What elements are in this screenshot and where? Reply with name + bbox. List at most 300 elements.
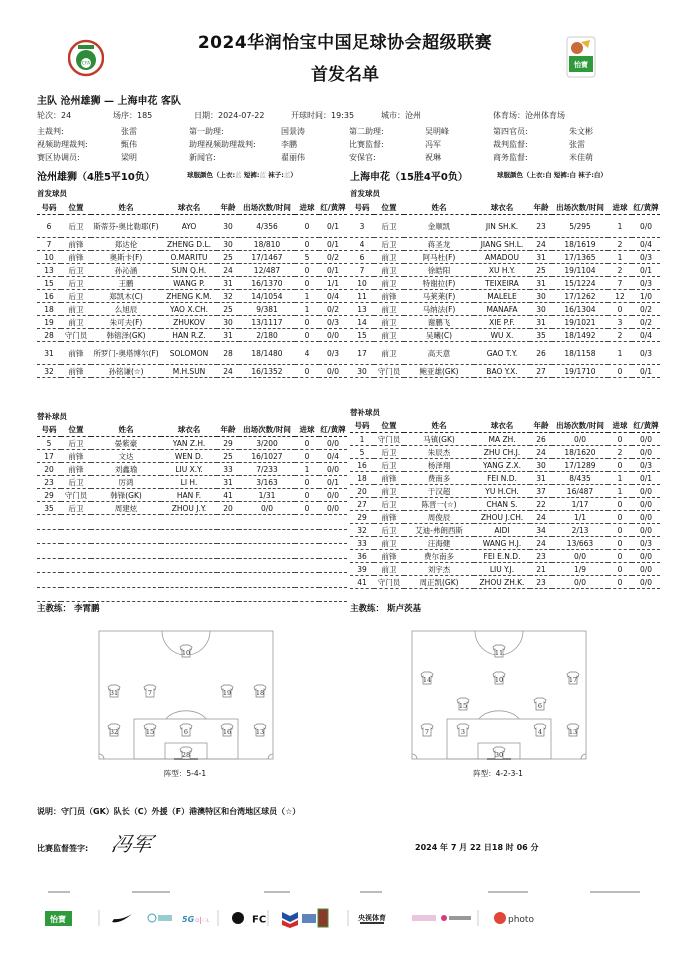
player-goals: 0 (608, 303, 632, 316)
empty-cell (37, 515, 61, 530)
player-name: 马纳法(F) (404, 303, 474, 316)
player-row (350, 472, 660, 485)
player-row (350, 251, 660, 264)
player-name: 特谢拉(F) (404, 277, 474, 290)
kit-socks-label: 袜子: (268, 171, 284, 179)
player-name: 文达 (91, 450, 161, 463)
player-goals: 0 (608, 563, 632, 576)
player-shirt-name: O.MARITU (161, 251, 217, 264)
svg-text:၀|ၬ: ၀|ၬ (195, 915, 210, 924)
player-shirt-name: YANG Z.X. (474, 459, 530, 472)
empty-cell (295, 529, 319, 544)
column-header-appearances-minutes: 出场次数/时间 (239, 422, 295, 437)
empty-cell (319, 573, 347, 588)
player-cards: 0/0 (632, 215, 660, 238)
away-subs-table-wrap (350, 418, 660, 589)
player-appearances-minutes: 7/233 (239, 463, 295, 476)
empty-cell (91, 544, 161, 559)
player-number: 4 (350, 238, 374, 251)
player-shirt-name: AMADOU (474, 251, 530, 264)
player-shirt-name: WANG P. (161, 277, 217, 290)
empty-cell (161, 529, 217, 544)
player-position: 后卫 (374, 498, 404, 511)
empty-cell (217, 558, 239, 573)
player-goals: 0 (295, 437, 319, 450)
player-goals: 1 (295, 303, 319, 316)
empty-cell (61, 529, 91, 544)
player-shirt-name: ZHOU ZH.K. (474, 576, 530, 589)
player-cards: 0/1 (632, 264, 660, 277)
player-position: 后卫 (374, 446, 404, 459)
player-age: 28 (217, 342, 239, 365)
official-name: 冯军 (425, 140, 441, 149)
player-goals: 0 (295, 316, 319, 329)
empty-cell (37, 573, 61, 588)
table-header-row (37, 200, 347, 215)
player-goals: 0 (608, 524, 632, 537)
shirt-number: 6 (537, 702, 543, 710)
player-row (37, 502, 347, 515)
column-header-goals: 进球 (608, 200, 632, 215)
player-name: 朱可夫(F) (91, 316, 161, 329)
shirt-number: 28 (181, 751, 191, 759)
home-team-record: 沧州雄狮（4胜5平10负） (37, 172, 155, 183)
player-shirt-name: ZHUKOV (161, 316, 217, 329)
player-name: 奥斯卡(F) (91, 251, 161, 264)
player-row (37, 251, 347, 264)
player-row (350, 511, 660, 524)
player-position: 后卫 (61, 502, 91, 515)
player-shirt-icon (180, 645, 192, 657)
away-formation: 阵型：4-2-3-1 (473, 769, 523, 778)
player-number: 5 (37, 437, 61, 450)
player-cards: 0/3 (632, 277, 660, 290)
empty-cell (319, 529, 347, 544)
official-role: 商务监督: (493, 153, 528, 162)
player-number: 5 (350, 446, 374, 459)
player-shirt-icon (457, 698, 469, 710)
player-position: 前卫 (374, 563, 404, 576)
column-header-shirt-name: 球衣名 (161, 422, 217, 437)
player-age: 26 (530, 433, 552, 446)
empty-cell (295, 587, 319, 602)
shirt-number: 31 (109, 689, 119, 697)
player-name: 周正凯(GK) (404, 576, 474, 589)
player-appearances-minutes: 1/1 (552, 511, 608, 524)
home-starters-table-wrap (37, 200, 345, 378)
column-header-appearances-minutes: 出场次数/时间 (239, 200, 295, 215)
player-shirt-name: XU H.Y. (474, 264, 530, 277)
player-age: 41 (217, 489, 239, 502)
away-team-record: 上海申花（15胜4平0负） (350, 172, 468, 183)
player-cards: 0/0 (632, 446, 660, 459)
official-role: 赛区协调员: (37, 153, 80, 162)
player-cards: 0/4 (632, 238, 660, 251)
shirt-number: 7 (424, 728, 430, 736)
player-shirt-icon (493, 672, 505, 684)
player-age: 37 (530, 485, 552, 498)
player-name: 斯蒂芬-奥比勒耶(F) (91, 215, 161, 238)
penalty-arc (166, 711, 206, 719)
player-shirt-name: MA ZH. (474, 433, 530, 446)
player-goals: 5 (295, 251, 319, 264)
official-role: 安保官: (349, 153, 376, 162)
player-row (350, 303, 660, 316)
column-header-age: 年龄 (217, 200, 239, 215)
empty-cell (239, 515, 295, 530)
player-number: 10 (350, 277, 374, 290)
kit-socks-label: 袜子: (578, 171, 594, 179)
player-shirt-icon (457, 724, 469, 736)
player-age: 24 (217, 365, 239, 378)
player-name: 杨泽翔 (404, 459, 474, 472)
player-cards: 1/0 (632, 290, 660, 303)
player-shirt-icon (221, 724, 233, 736)
player-cards: 0/0 (319, 365, 347, 378)
player-shirt-name: BAO Y.X. (474, 365, 530, 378)
player-number: 18 (37, 303, 61, 316)
player-position: 后卫 (61, 437, 91, 450)
player-goals: 0 (608, 537, 632, 550)
player-number: 10 (37, 251, 61, 264)
cctv-sports-logo (358, 913, 386, 924)
player-appearances-minutes: 3/200 (239, 437, 295, 450)
official-role: 比赛监督: (349, 140, 384, 149)
player-appearances-minutes: 16/1370 (239, 277, 295, 290)
player-number: 16 (37, 290, 61, 303)
empty-cell (91, 573, 161, 588)
kickoff-time: 开球时间：19:35 (291, 111, 355, 120)
svg-text:photo: photo (508, 915, 534, 925)
player-goals: 0 (295, 476, 319, 489)
empty-cell (217, 573, 239, 588)
player-name: 韩镕泽(GK) (91, 329, 161, 342)
home-formation: 阵型：5-4-1 (163, 769, 207, 778)
empty-cell (61, 515, 91, 530)
kit-suffix: ） (600, 171, 607, 179)
player-shirt-name: FEI E.N.D. (474, 550, 530, 563)
player-shirt-name: MALELE (474, 290, 530, 303)
player-number: 20 (350, 485, 374, 498)
player-name: 汪海健 (404, 537, 474, 550)
player-goals: 0 (295, 264, 319, 277)
player-row (37, 489, 347, 502)
player-position: 守门员 (374, 365, 404, 378)
svg-text:怡寶: 怡寶 (50, 915, 66, 924)
player-position: 后卫 (61, 476, 91, 489)
player-row (350, 277, 660, 290)
player-age: 24 (530, 511, 552, 524)
player-name: 孙铭谦(☆) (91, 365, 161, 378)
player-row (37, 290, 347, 303)
home-head-coach: 主教练： 李霄鹏 (37, 604, 100, 614)
player-row (37, 277, 347, 290)
empty-cell (37, 587, 61, 602)
player-age: 24 (530, 238, 552, 251)
stadium: 体育场：沧州体育场 (493, 111, 565, 120)
player-position: 前锋 (61, 251, 91, 264)
player-shirt-name: SOLOMON (161, 342, 217, 365)
player-age: 30 (217, 215, 239, 238)
empty-cell (37, 558, 61, 573)
column-header-cards: 红/黄牌 (319, 200, 347, 215)
empty-cell (319, 587, 347, 602)
player-appearances-minutes: 16/1304 (552, 303, 608, 316)
player-appearances-minutes: 9/381 (239, 303, 295, 316)
player-row (350, 365, 660, 378)
kit-label: 球服颜色（上衣: (497, 171, 546, 179)
player-number: 1 (350, 433, 374, 446)
signature-label: 比赛监督签字: (37, 844, 89, 853)
player-name: 金顺凯 (404, 215, 474, 238)
empty-row (37, 573, 347, 588)
player-shirt-name: CHAN S. (474, 498, 530, 511)
player-goals: 1 (608, 472, 632, 485)
player-shirt-name: YAO X.CH. (161, 303, 217, 316)
player-appearances-minutes: 19/1710 (552, 365, 608, 378)
city: 城市：沧州 (381, 111, 421, 120)
shirt-number: 13 (255, 728, 265, 736)
player-name: 晏紫豪 (91, 437, 161, 450)
player-appearances-minutes: 18/1158 (552, 342, 608, 365)
column-header-appearances-minutes: 出场次数/时间 (552, 418, 608, 433)
matchup-line: 主队 沧州雄狮 — 上海申花 客队 (37, 96, 181, 107)
player-shirt-name: YAN Z.H. (161, 437, 217, 450)
player-appearances-minutes: 18/1619 (552, 238, 608, 251)
column-header-shirt-name: 球衣名 (161, 200, 217, 215)
kit-shorts: 白 (569, 171, 576, 179)
player-row (37, 215, 347, 238)
away-subs-label: 替补球员 (350, 408, 380, 417)
player-appearances-minutes: 14/1054 (239, 290, 295, 303)
player-goals: 0 (608, 498, 632, 511)
official-role: 视频助理裁判: (37, 140, 88, 149)
player-appearances-minutes: 17/1262 (552, 290, 608, 303)
player-position: 前卫 (374, 329, 404, 342)
official-role: 第四官员: (493, 127, 528, 136)
player-goals: 0 (608, 365, 632, 378)
player-row (350, 264, 660, 277)
shirt-number: 13 (568, 728, 578, 736)
column-header-number: 号码 (350, 418, 374, 433)
player-position: 后卫 (374, 215, 404, 238)
supervisor-signature: 冯军 (109, 832, 155, 856)
player-age: 25 (530, 264, 552, 277)
player-goals: 4 (295, 342, 319, 365)
player-cards: 0/2 (632, 316, 660, 329)
player-appearances-minutes: 19/1104 (552, 264, 608, 277)
column-header-name: 姓名 (404, 418, 474, 433)
player-age: 34 (530, 524, 552, 537)
player-number: 6 (350, 251, 374, 264)
empty-cell (61, 544, 91, 559)
player-appearances-minutes: 2/180 (239, 329, 295, 342)
empty-cell (217, 587, 239, 602)
player-shirt-icon (493, 645, 505, 657)
player-number: 31 (37, 342, 61, 365)
player-row (37, 365, 347, 378)
home-starters-label: 首发球员 (37, 189, 67, 198)
player-goals: 0 (295, 215, 319, 238)
empty-cell (161, 515, 217, 530)
home-subs-label: 替补球员 (37, 412, 67, 421)
player-position: 后卫 (374, 459, 404, 472)
player-position: 前锋 (61, 238, 91, 251)
home-subs-table-wrap (37, 422, 345, 602)
official-name: 国景涛 (281, 127, 305, 136)
player-cards: 0/1 (632, 365, 660, 378)
official-role: 主裁判: (37, 127, 64, 136)
player-cards: 0/4 (319, 290, 347, 303)
player-appearances-minutes: 12/487 (239, 264, 295, 277)
player-goals: 0 (295, 502, 319, 515)
player-number: 15 (37, 277, 61, 290)
player-cards: 0/1 (319, 215, 347, 238)
player-position: 前锋 (374, 290, 404, 303)
player-shirt-name: WANG H.J. (474, 537, 530, 550)
empty-cell (161, 544, 217, 559)
player-appearances-minutes: 18/1620 (552, 446, 608, 459)
player-position: 后卫 (61, 277, 91, 290)
player-number: 27 (350, 498, 374, 511)
player-shirt-icon (144, 724, 156, 736)
player-position: 前卫 (374, 303, 404, 316)
player-shirt-icon (534, 724, 546, 736)
player-position: 前锋 (61, 342, 91, 365)
player-position: 守门员 (61, 329, 91, 342)
player-shirt-name: HAN F. (161, 489, 217, 502)
table-header-row (350, 200, 660, 215)
svg-text:CFA: CFA (81, 61, 91, 67)
player-cards: 0/4 (632, 329, 660, 342)
player-number: 29 (37, 489, 61, 502)
column-header-cards: 红/黄牌 (632, 418, 660, 433)
player-cards: 0/0 (632, 511, 660, 524)
player-number: 32 (350, 524, 374, 537)
china-mobile-logo (148, 914, 209, 924)
table-header-row (37, 422, 347, 437)
empty-cell (295, 544, 319, 559)
player-age: 29 (217, 437, 239, 450)
player-number: 32 (37, 365, 61, 378)
player-cards: 0/0 (319, 489, 347, 502)
corner-arc (99, 754, 104, 759)
kit-socks: 蓝 (283, 171, 291, 179)
empty-cell (319, 515, 347, 530)
player-name: 马莱莱(F) (404, 290, 474, 303)
player-position: 前锋 (61, 463, 91, 476)
empty-cell (37, 544, 61, 559)
player-number: 19 (37, 316, 61, 329)
column-header-age: 年龄 (530, 200, 552, 215)
player-name: 徐皓阳 (404, 264, 474, 277)
player-goals: 1 (608, 215, 632, 238)
player-name: 费南多 (404, 472, 474, 485)
official-role: 裁判监督: (493, 140, 528, 149)
player-shirt-name: YU H.CH. (474, 485, 530, 498)
officials-row (37, 151, 657, 164)
player-age: 23 (530, 550, 552, 563)
column-header-age: 年龄 (530, 418, 552, 433)
player-appearances-minutes: 0/0 (552, 576, 608, 589)
player-shirt-name: TEIXEIRA (474, 277, 530, 290)
empty-row (37, 587, 347, 602)
player-goals: 1 (608, 251, 632, 264)
player-cards: 0/0 (632, 498, 660, 511)
player-age: 35 (530, 329, 552, 342)
shirt-number: 16 (222, 728, 232, 736)
player-row (350, 498, 660, 511)
player-name: 郑凯木(C) (91, 290, 161, 303)
player-shirt-name: LI H. (161, 476, 217, 489)
player-shirt-name: ZHENG K.M. (161, 290, 217, 303)
player-age: 31 (217, 476, 239, 489)
player-shirt-icon (180, 724, 192, 736)
player-name: 郑达伦 (91, 238, 161, 251)
player-cards: 0/1 (632, 472, 660, 485)
svg-text:5G: 5G (182, 915, 195, 924)
player-row (37, 463, 347, 476)
player-number: 7 (37, 238, 61, 251)
player-name: 周俊辰 (404, 511, 474, 524)
away-subs-table (350, 418, 660, 589)
player-cards: 0/3 (319, 316, 347, 329)
player-age: 24 (530, 537, 552, 550)
player-name: 厉鸿 (91, 476, 161, 489)
away-starters-label: 首发球员 (350, 189, 380, 198)
empty-cell (37, 529, 61, 544)
signed-datetime: 2024 年 7 月 22 日18 时 06 分 (415, 843, 539, 852)
player-goals: 12 (608, 290, 632, 303)
yibao-sponsor-logo (45, 911, 72, 926)
player-goals: 0 (295, 329, 319, 342)
empty-cell (295, 515, 319, 530)
kit-label: 球服颜色（上衣: (187, 171, 236, 179)
player-name: 王鹏 (91, 277, 161, 290)
player-appearances-minutes: 15/1224 (552, 277, 608, 290)
shirt-number: 10 (494, 676, 504, 684)
player-appearances-minutes: 1/9 (552, 563, 608, 576)
player-shirt-name: AIDI (474, 524, 530, 537)
player-age: 30 (217, 316, 239, 329)
svg-text:怡寶: 怡寶 (574, 61, 588, 69)
player-name: 鲍亚雄(GK) (404, 365, 474, 378)
player-goals: 0 (295, 238, 319, 251)
empty-row (37, 558, 347, 573)
empty-cell (295, 573, 319, 588)
player-goals: 3 (608, 316, 632, 329)
player-position: 后卫 (61, 215, 91, 238)
player-name: 马镇(GK) (404, 433, 474, 446)
empty-cell (239, 529, 295, 544)
player-row (37, 238, 347, 251)
player-goals: 0 (295, 277, 319, 290)
official-role: 新闻官: (189, 153, 216, 162)
penalty-arc (479, 711, 519, 719)
player-number: 18 (350, 472, 374, 485)
player-appearances-minutes: 4/356 (239, 215, 295, 238)
shirt-number: 11 (494, 649, 504, 657)
player-age: 24 (530, 446, 552, 459)
shirt-number: 15 (458, 702, 468, 710)
shirt-number: 32 (109, 728, 119, 736)
player-number: 33 (350, 537, 374, 550)
player-row (37, 450, 347, 463)
player-appearances-minutes: 1/17 (552, 498, 608, 511)
empty-cell (319, 558, 347, 573)
match-info-row (37, 110, 569, 121)
player-age: 31 (530, 251, 552, 264)
